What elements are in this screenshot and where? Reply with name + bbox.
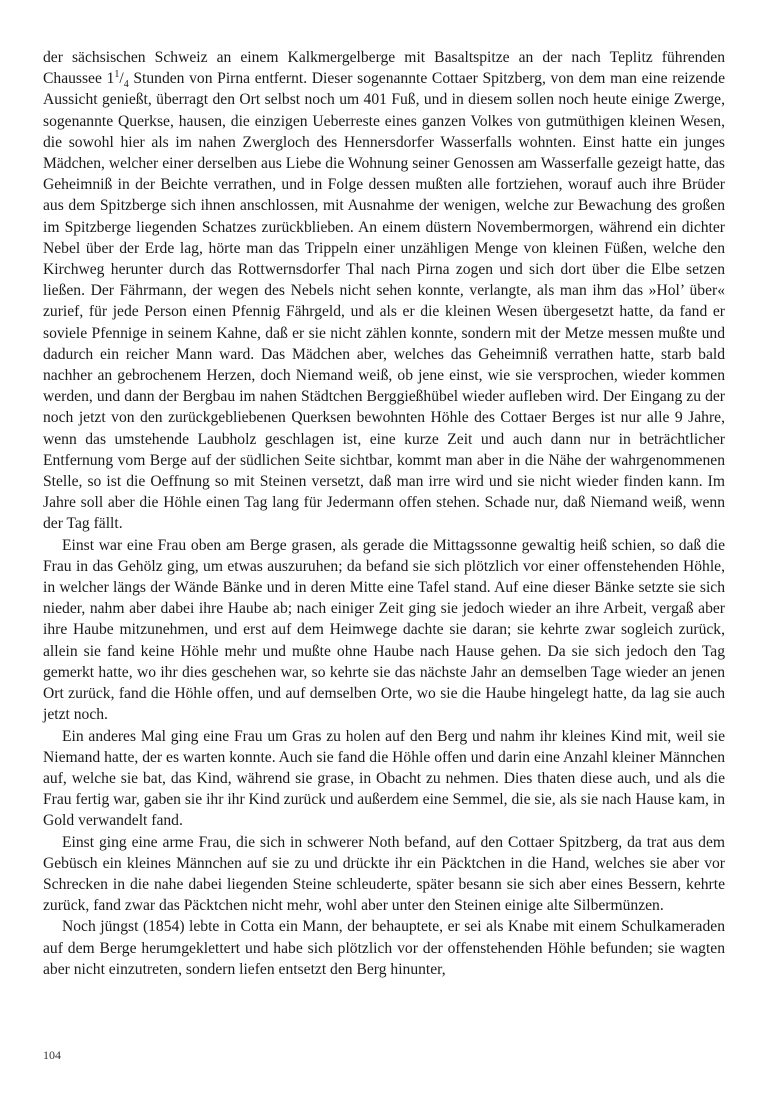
paragraph-4: Einst ging eine arme Frau, die sich in schwerer Noth befand, auf den Cottaer Spitzberg, da trat aus dem Gebüsch ein kleines Männchen auf sie zu und drückte ihr ein Päcktchen in die Hand, welches sie aber vor Schrecken in die nahe dabei liegenden Steine schleuderte, später besann sie sich aber eines Bessern, kehrte zurück, fand zwar das Päcktchen nicht mehr, wohl aber unter den Steinen einige alte Silbermünzen. (43, 833, 725, 915)
paragraph-5: Noch jüngst (1854) lebte in Cotta ein Mann, der behauptete, er sei als Knabe mit einem Schulkameraden auf dem Berge herumgeklettert und habe sich plötzlich vor der offenstehenden Höhle befunden; sie wagten aber nicht einzutreten, sondern liefen entsetzt den Berg hinunter, (43, 918, 725, 978)
page-number: 104 (43, 1048, 61, 1062)
paragraph-1 (43, 47, 725, 535)
fraction-one-and-a-quarter: $1^1/_4$ (106, 69, 129, 91)
paragraph-1-text-start: der sächsischen Schweiz an einem Kalkmergelberge mit Basaltspitze an der nach Teplitz führenden Chaussee (43, 49, 725, 88)
paragraph-1-text-end: Stunden von Pirna entfernt. Dieser sogenannte Cottaer Spitzberg, von dem man eine reizende Aussicht genießt, überragt den Ort selbst noch um 401 Fuß, und in diesem sollen noch heute einige Zwerge, sogenannte Querkse, hausen, die einzigen Ueberreste eines ganzen Volkes von gutmüthigen kleinen Wesen, die sowohl hier als im nahen Zwergloch des Hennersdorfer Wasserfalls wohnten. Einst hatte ein junges Mädchen, welcher einer derselben aus Liebe die Wohnung seiner Genossen am Wasserfalle gezeigt hatte, das Geheimniß in der Beichte verrathen, und in Folge dessen mußten alle fortziehen, worauf auch ihre Brüder aus dem Spitzberge sich ihnen anschlossen, mit Ausnahme der wenigen, welche zur Bewachung des großen im Spitzberge liegenden Schatzes zurückblieben. An einem düstern Novembermorgen, während ein dichter Nebel über der Erde lag, hörte man das Trippeln einer unzähligen Menge von kleinen Füßen, welche den Kirchweg herunter durch das Rottwernsdorfer Thal nach Pirna zogen und sich dort über die Elbe setzen ließen. Der Fährmann, der wegen des Nebels nicht sehen konnte, verlangte, als man ihm das »Hol’ über« zurief, für jede Person einen Pfennig Fährgeld, und als er die kleinen Wesen übergesetzt hatte, da fand er soviele Pfennige in seinem Kahne, daß er sie nicht zählen konnte, sondern mit der Metze messen mußte und dadurch ein reicher Mann ward. Das Mädchen aber, welches das Geheimniß verrathen hatte, starb bald nachher an gebrochenem Herzen, doch Niemand weiß, ob jene einst, wie sie versprochen, wieder kommen werden, und dann der Bergbau im nahen Städtchen Berggießhübel wieder aufleben wird. Der Eingang zu der noch jetzt von den zurückgebliebenen Querksen bewohnten Höhle des Cottaer Berges ist nur alle 9 Jahre, wenn das umstehende Laubholz geschlagen ist, eine kurze Zeit und auch dann nur in beträchtlicher Entfernung vom Berge auf der südlichen Seite sichtbar, kommt man aber in die Nähe der wahrgenommenen Stelle, so ist die Oeffnung so mit Steinen versetzt, daß man irre wird und sie nicht wieder finden kann. Im Jahre soll aber die Höhle einen Tag lang für Jedermann offen stehen. Schade nur, daß Niemand weiß, wenn der Tag fällt. (43, 70, 725, 533)
paragraph-2: Einst war eine Frau oben am Berge grasen, als gerade die Mittagssonne gewaltig heiß schien, so daß die Frau in das Gehölz ging, um etwas auszuruhen; da befand sie sich plötzlich vor einer offenstehenden Höhle, in welcher längs der Wände Bänke und in deren Mitte eine Tafel stand. Auf eine dieser Bänke setzte sie sich nieder, nahm aber dabei ihre Haube ab; nach einiger Zeit ging sie jedoch wieder an ihre Arbeit, vergaß aber ihre Haube mitzunehmen, und erst auf dem Heimwege dachte sie daran; sie kehrte zwar sogleich zurück, allein sie fand keine Höhle mehr und mußte ohne Haube nach Hause gehen. Da sie sich jedoch den Tag gemerkt hatte, wo ihr dies geschehen war, so kehrte sie das nächste Jahr an demselben Tage wieder an jenen Ort zurück, fand die Höhle offen, und auf demselben Orte, wo sie die Haube hingelegt hatte, da lag sie auch jetzt noch. (43, 536, 725, 724)
paragraph-3: Ein anderes Mal ging eine Frau um Gras zu holen auf den Berg und nahm ihr kleines Kind mit, weil sie Niemand hatte, der es warten konnte. Auch sie fand die Höhle offen und darin eine Anzahl kleiner Männchen auf, welche sie bat, das Kind, während sie grase, in Obacht zu nehmen. Dies thaten diese auch, und als die Frau fertig war, gaben sie ihr ihr Kind zurück und außerdem eine Semmel, die sie, als sie nach Hause kam, in Gold verwandelt fand. (43, 727, 725, 830)
fraction-whole: 1 (106, 70, 115, 88)
fraction-denominator: 4 (123, 79, 129, 91)
page-body (43, 47, 725, 1037)
fraction-numerator: 1 (114, 69, 120, 81)
